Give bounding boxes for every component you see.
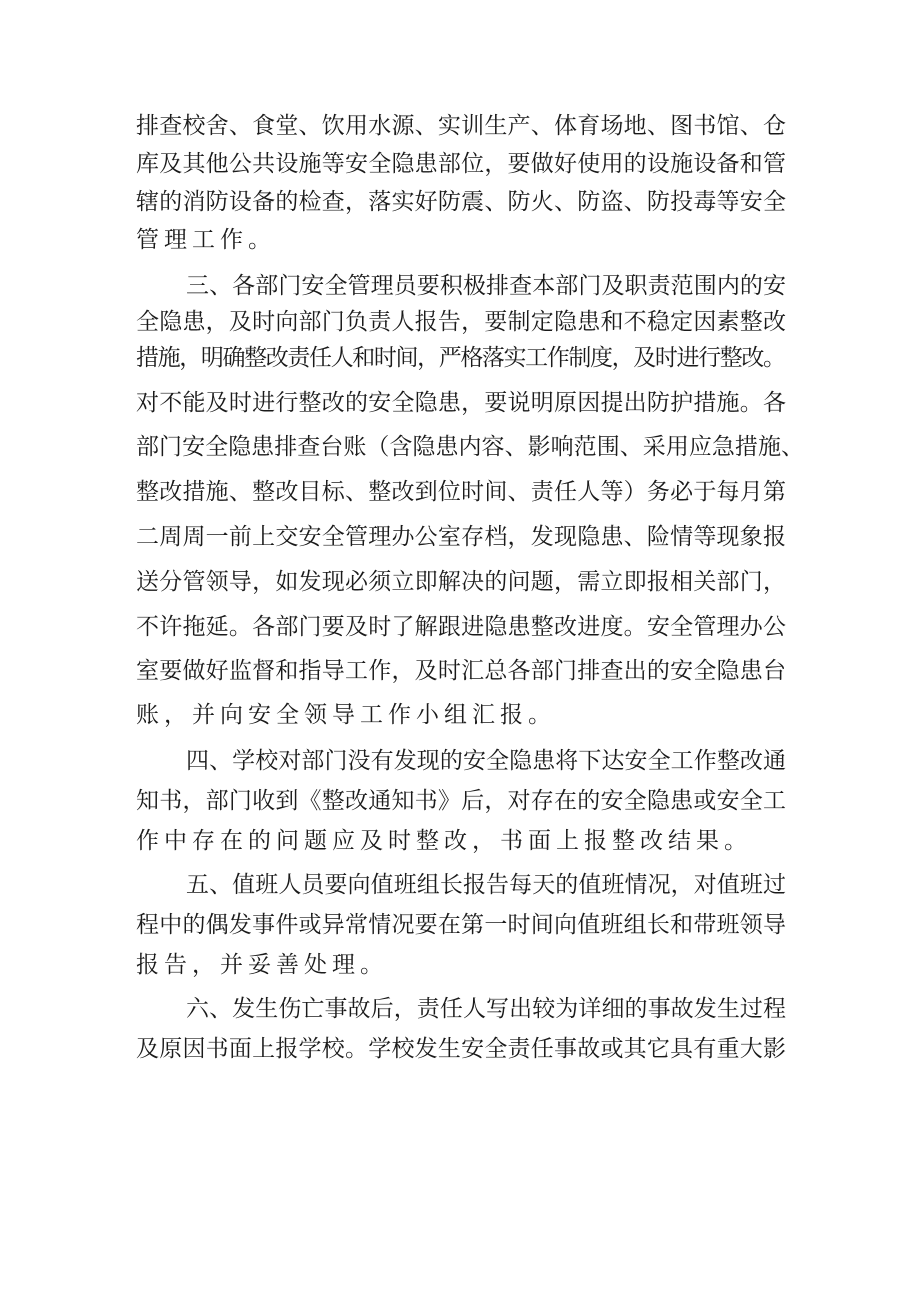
- paragraph-line: 报告，并妥善处理。: [136, 952, 388, 978]
- paragraph-line: 二周周一前上交安全管理办公室存档，发现隐患、险情等现象报: [136, 524, 787, 550]
- paragraph-line: 管理工作。: [136, 227, 276, 253]
- paragraph-line: 四、学校对部门没有发现的安全隐患将下达安全工作整改通: [186, 748, 787, 774]
- paragraph-line: 室要做好监督和指导工作，及时汇总各部门排查出的安全隐患台: [136, 658, 787, 684]
- paragraph-line: 知书，部门收到《整改通知书》后，对存在的安全隐患或安全工: [136, 788, 787, 814]
- paragraph-line: 排查校舍、食堂、饮用水源、实训生产、体育场地、图书馆、仓: [136, 113, 787, 139]
- paragraph-line: 全隐患，及时向部门负责人报告，要制定隐患和不稳定因素整改: [136, 309, 787, 335]
- paragraph-line: 对不能及时进行整改的安全隐患，要说明原因提出防护措施。各: [136, 390, 787, 416]
- paragraph-line: 五、值班人员要向值班组长报告每天的值班情况，对值班过: [186, 872, 787, 898]
- paragraph-line: 账，并向安全领导工作小组汇报。: [136, 702, 556, 728]
- paragraph-line: 程中的偶发事件或异常情况要在第一时间向值班组长和带班领导: [136, 912, 787, 938]
- paragraph-line: 送分管领导，如发现必须立即解决的问题，需立即报相关部门，: [136, 569, 787, 595]
- paragraph-line: 措施，明确整改责任人和时间，严格落实工作制度，及时进行整改。: [136, 345, 785, 371]
- paragraph-line: 六、发生伤亡事故后，责任人写出较为详细的事故发生过程: [186, 996, 787, 1022]
- paragraph-line: 不许拖延。各部门要及时了解跟进隐患整改进度。安全管理办公: [136, 614, 787, 640]
- paragraph-line: 三、各部门安全管理员要积极排查本部门及职责范围内的安: [186, 273, 787, 299]
- paragraph-line: 辖的消防设备的检查，落实好防震、防火、防盗、防投毒等安全: [136, 189, 787, 215]
- paragraph-line: 作中存在的问题应及时整改，书面上报整改结果。: [136, 828, 752, 854]
- paragraph-line: 部门安全隐患排查台账（含隐患内容、影响范围、采用应急措施、: [136, 434, 805, 460]
- paragraph-line: 库及其他公共设施等安全隐患部位，要做好使用的设施设备和管: [136, 151, 787, 177]
- paragraph-line: 及原因书面上报学校。学校发生安全责任事故或其它具有重大影: [136, 1036, 787, 1062]
- paragraph-line: 整改措施、整改目标、整改到位时间、责任人等）务必于每月第: [136, 479, 787, 505]
